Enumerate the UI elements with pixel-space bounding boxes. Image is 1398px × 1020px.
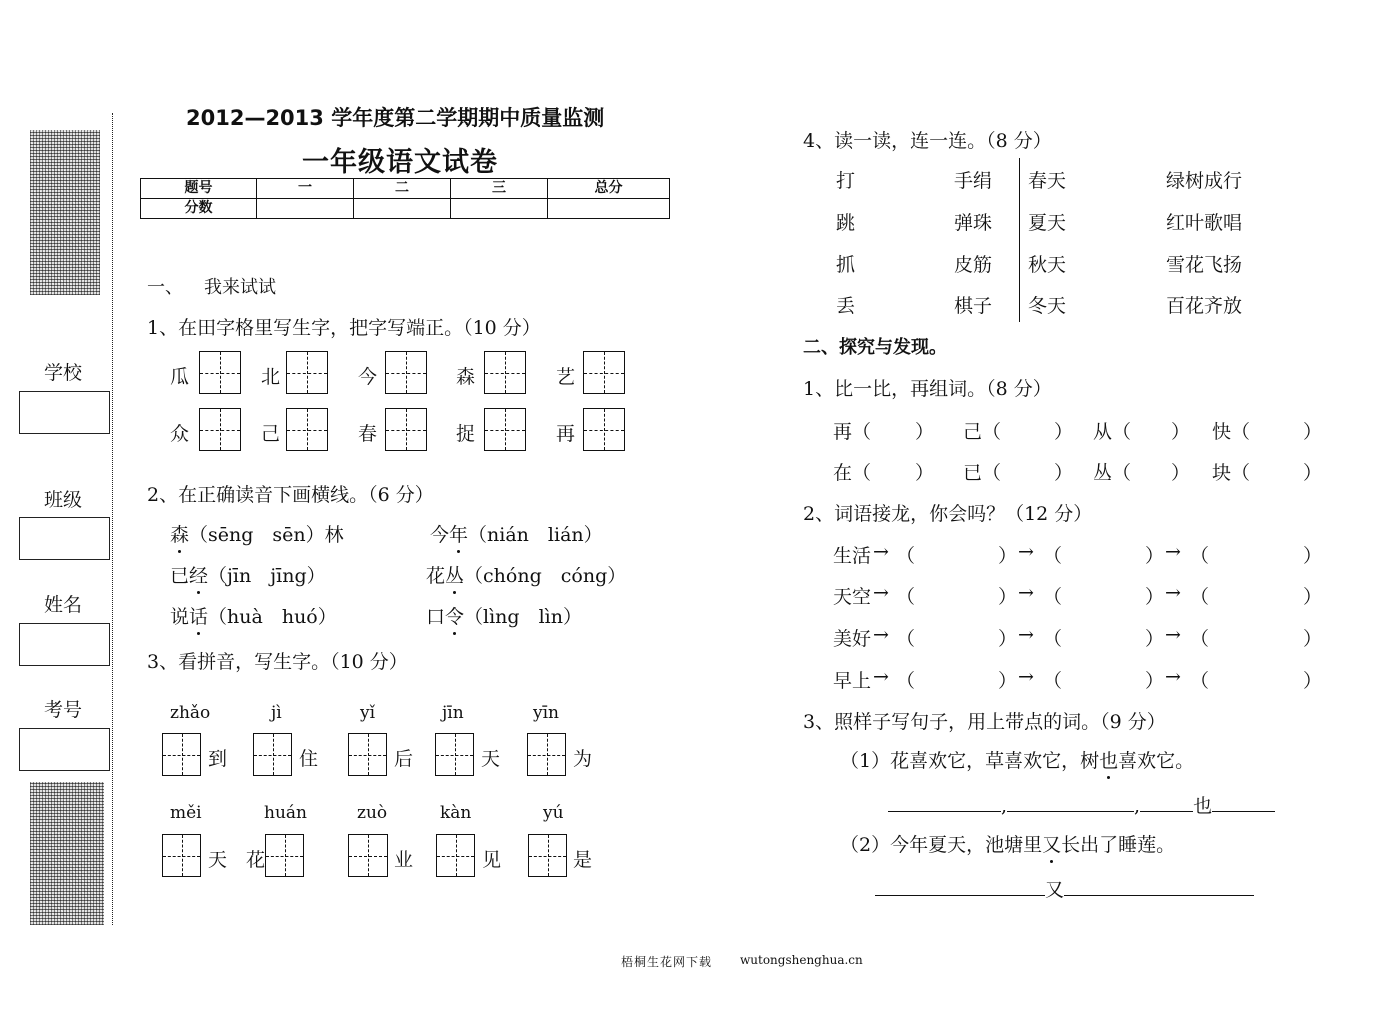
chain-close: ） <box>1303 586 1323 608</box>
q1-char: 瓜 <box>170 366 190 388</box>
chain-open[interactable]: （ <box>1190 545 1210 567</box>
score-header-cell: 总分 <box>548 179 670 199</box>
tianzige-box[interactable] <box>436 834 475 877</box>
pinyin-item[interactable] <box>170 561 326 588</box>
score-row-label: 分数 <box>141 199 257 219</box>
score-header-cell: 题号 <box>141 179 257 199</box>
chain-open[interactable]: （ <box>1190 586 1210 608</box>
tianzige-box[interactable] <box>348 834 388 877</box>
chain-open[interactable]: （ <box>1190 628 1210 650</box>
q3-char: 是 <box>573 849 593 871</box>
tianzige-box[interactable] <box>484 408 526 451</box>
field-label-exam-number: 考号 <box>44 699 83 721</box>
field-label-school: 学校 <box>44 362 83 384</box>
school-input[interactable] <box>19 391 110 434</box>
word-prefix: 今 <box>430 524 450 546</box>
word-prefix: 口 <box>426 606 446 628</box>
example-sentence-1 <box>840 746 1194 773</box>
answer-line-2[interactable] <box>875 875 1254 902</box>
pinyin-item[interactable] <box>426 561 626 588</box>
tianzige-box[interactable] <box>527 733 566 776</box>
q2-title: 2、在正确读音下画横线。（6 分） <box>147 484 434 506</box>
pinyin-label: měi <box>170 803 202 823</box>
chain-close: ） <box>998 586 1018 608</box>
compare-close: ） <box>1054 462 1074 484</box>
score-cell[interactable] <box>354 199 451 219</box>
compare-close: ） <box>1054 421 1074 443</box>
tianzige-box[interactable] <box>385 408 427 451</box>
arrow-icon: → <box>1165 582 1181 604</box>
score-cell[interactable] <box>257 199 354 219</box>
answer-line-1[interactable] <box>888 791 1275 818</box>
q3-char: 业 <box>394 849 414 871</box>
match-scene[interactable]: 红叶歌唱 <box>1166 212 1243 234</box>
match-object[interactable]: 手绢 <box>954 170 993 192</box>
tianzige-box[interactable] <box>199 408 241 451</box>
arrow-icon: → <box>1018 666 1034 688</box>
s2-q2-title: 2、词语接龙，你会吗？（12 分） <box>803 503 1093 525</box>
compare-close: ） <box>1171 462 1191 484</box>
blank-line[interactable] <box>875 877 1045 896</box>
tianzige-box[interactable] <box>528 834 567 877</box>
chain-close: ） <box>998 628 1018 650</box>
pinyin-options[interactable]: （chóng cóng） <box>464 565 627 587</box>
compare-item[interactable]: 丛（ <box>1093 462 1132 484</box>
pinyin-item[interactable] <box>170 602 337 629</box>
blank-line[interactable] <box>1064 877 1254 896</box>
arrow-icon: → <box>873 582 889 604</box>
blank-line[interactable] <box>1212 793 1275 812</box>
dotted-char: 话 <box>189 602 208 629</box>
word-prefix: 花 <box>426 565 446 587</box>
example-text: （2）今年夏天，池塘里 <box>840 834 1043 856</box>
compare-item[interactable]: 己（ <box>963 421 1002 443</box>
tianzige-box[interactable] <box>385 351 427 394</box>
arrow-icon: → <box>1018 541 1034 563</box>
dotted-char: 经 <box>189 561 208 588</box>
comma: , <box>1134 795 1141 817</box>
match-scene[interactable]: 雪花飞扬 <box>1166 254 1243 276</box>
tianzige-box[interactable] <box>348 733 387 776</box>
pinyin-item[interactable] <box>430 520 603 547</box>
chain-start-word: 天空 <box>833 586 872 608</box>
exam-subtitle: 一年级语文试卷 <box>302 147 498 178</box>
match-verb[interactable]: 跳 <box>836 212 856 234</box>
chain-close: ） <box>1145 586 1165 608</box>
dotted-char: 年 <box>449 520 468 547</box>
class-input[interactable] <box>19 517 110 560</box>
blank-line[interactable] <box>888 793 1001 812</box>
exam-title: 2012—2013 学年度第二学期期中质量监测 <box>186 106 605 130</box>
chain-open[interactable]: （ <box>1043 586 1063 608</box>
chain-close: ） <box>1303 670 1323 692</box>
example-text: 长出了睡莲。 <box>1061 834 1176 856</box>
chain-open[interactable]: （ <box>1043 628 1063 650</box>
match-season[interactable]: 冬天 <box>1028 295 1067 317</box>
chain-close: ） <box>1303 545 1323 567</box>
matching-divider-line <box>1019 158 1020 322</box>
blank-line[interactable] <box>1007 793 1134 812</box>
example-text: （1）花喜欢它，草喜欢它，树 <box>840 750 1100 772</box>
chain-start-word: 早上 <box>833 670 872 692</box>
example-sentence-2 <box>840 830 1175 857</box>
tianzige-box[interactable] <box>286 408 328 451</box>
arrow-icon: → <box>1165 666 1181 688</box>
exam-number-input[interactable] <box>19 728 110 771</box>
fill-word: 又 <box>1045 879 1065 901</box>
dotted-char: 丛 <box>445 561 464 588</box>
arrow-icon: → <box>1018 624 1034 646</box>
dotted-char: 也 <box>1099 746 1118 773</box>
match-object[interactable]: 弹珠 <box>954 212 993 234</box>
blank-line[interactable] <box>1140 793 1193 812</box>
chain-open[interactable]: （ <box>896 586 916 608</box>
score-table <box>140 178 670 219</box>
chain-close: ） <box>1303 628 1323 650</box>
score-header-cell: 一 <box>257 179 354 199</box>
q1-char: 春 <box>358 423 378 445</box>
match-object[interactable]: 皮筋 <box>954 254 993 276</box>
pinyin-label: yīn <box>533 703 559 723</box>
s2-q3-title: 3、照样子写句子，用上带点的词。（9 分） <box>803 711 1166 733</box>
pinyin-label: yú <box>543 803 564 823</box>
q3-char: 后 <box>394 748 414 770</box>
pinyin-label: yǐ <box>360 703 376 723</box>
q3-char: 为 <box>573 748 593 770</box>
q1-char: 己 <box>261 423 281 445</box>
chain-close: ） <box>1145 670 1165 692</box>
q1-char: 艺 <box>556 366 576 388</box>
chain-open[interactable]: （ <box>896 545 916 567</box>
compare-item[interactable]: 在（ <box>833 462 872 484</box>
compare-close: ） <box>1171 421 1191 443</box>
chain-start-word: 生活 <box>833 545 872 567</box>
tianzige-box[interactable] <box>199 351 241 394</box>
pinyin-item[interactable] <box>426 602 582 629</box>
compare-close: ） <box>1303 462 1323 484</box>
compare-close: ） <box>1303 421 1323 443</box>
match-scene[interactable]: 绿树成行 <box>1166 170 1243 192</box>
pinyin-label: zhǎo <box>170 703 211 723</box>
tianzige-box[interactable] <box>484 351 526 394</box>
arrow-icon: → <box>1165 541 1181 563</box>
chain-close: ） <box>998 545 1018 567</box>
section1-title: 我来试试 <box>204 277 276 298</box>
score-table-value-row <box>141 199 670 219</box>
compare-close: ） <box>915 421 935 443</box>
match-verb[interactable]: 抓 <box>836 254 856 276</box>
arrow-icon: → <box>873 666 889 688</box>
score-header-cell: 三 <box>451 179 548 199</box>
score-cell[interactable] <box>451 199 548 219</box>
q1-char: 森 <box>456 366 476 388</box>
match-verb[interactable]: 丢 <box>836 295 856 317</box>
footer-site-name: 梧桐生花网下载 <box>621 955 713 969</box>
score-table-header-row <box>141 179 670 199</box>
q3-char: 见 <box>482 849 502 871</box>
chain-start-word: 美好 <box>833 628 872 650</box>
compare-item[interactable]: 块（ <box>1212 462 1251 484</box>
dotted-char: 森 <box>170 520 189 547</box>
dotted-char: 令 <box>445 602 464 629</box>
tianzige-box[interactable] <box>265 834 304 877</box>
q3-title: 3、看拼音，写生字。（10 分） <box>147 651 408 673</box>
compare-item[interactable]: 快（ <box>1212 421 1251 443</box>
seal-pattern-bottom <box>30 782 104 925</box>
dotted-char: 又 <box>1042 830 1061 857</box>
q1-char: 北 <box>261 366 281 388</box>
q1-char: 今 <box>358 366 378 388</box>
tianzige-box[interactable] <box>583 408 625 451</box>
tianzige-box[interactable] <box>162 733 201 776</box>
field-label-name: 姓名 <box>44 594 83 616</box>
pinyin-label: jīn <box>442 703 464 723</box>
word-prefix: 说 <box>170 606 190 628</box>
score-cell[interactable] <box>548 199 670 219</box>
pinyin-label: jì <box>271 703 282 723</box>
seal-pattern-top <box>30 130 100 295</box>
pinyin-options[interactable]: （nián lián） <box>468 524 603 546</box>
q3-char: 天 <box>208 849 228 871</box>
chain-close: ） <box>998 670 1018 692</box>
chain-open[interactable]: （ <box>896 670 916 692</box>
q3-char: 到 <box>208 748 228 770</box>
binding-fold-line <box>112 113 113 925</box>
compare-item[interactable]: 再（ <box>833 421 872 443</box>
tianzige-box[interactable] <box>253 733 292 776</box>
arrow-icon: → <box>1165 624 1181 646</box>
q3-char: 住 <box>299 748 319 770</box>
s2-q1-title: 1、比一比，再组词。（8 分） <box>803 378 1052 400</box>
word-prefix: 已 <box>170 565 190 587</box>
pinyin-options[interactable]: （jīn jīng） <box>208 565 326 587</box>
q1-char: 捉 <box>456 423 476 445</box>
pinyin-item[interactable] <box>170 520 344 547</box>
pinyin-options[interactable]: （sēng sēn） <box>189 524 325 546</box>
tianzige-box[interactable] <box>286 351 328 394</box>
arrow-icon: → <box>873 624 889 646</box>
score-header-cell: 二 <box>354 179 451 199</box>
section2-title: 二、探究与发现。 <box>803 337 947 358</box>
pinyin-options[interactable]: （huà huó） <box>208 606 337 628</box>
word-suffix: 林 <box>324 524 344 546</box>
name-input[interactable] <box>19 623 110 666</box>
q4-title: 4、读一读，连一连。（8 分） <box>803 130 1052 152</box>
section1-number: 一、 <box>147 277 183 298</box>
footer-site-url: wutongshenghua.cn <box>740 953 863 967</box>
chain-open[interactable]: （ <box>1043 545 1063 567</box>
pinyin-label: kàn <box>440 803 472 823</box>
match-season[interactable]: 春天 <box>1028 170 1067 192</box>
q3-char: 花 <box>246 849 266 871</box>
chain-open[interactable]: （ <box>1043 670 1063 692</box>
q3-char: 天 <box>481 748 501 770</box>
match-object[interactable]: 棋子 <box>954 295 993 317</box>
q1-char: 众 <box>170 423 190 445</box>
match-season[interactable]: 夏天 <box>1028 212 1067 234</box>
comma: , <box>1001 795 1008 817</box>
fill-word: 也 <box>1193 795 1213 817</box>
match-verb[interactable]: 打 <box>836 170 856 192</box>
tianzige-box[interactable] <box>162 834 201 877</box>
chain-close: ） <box>1145 545 1165 567</box>
arrow-icon: → <box>1018 582 1034 604</box>
tianzige-box[interactable] <box>435 733 474 776</box>
arrow-icon: → <box>873 541 889 563</box>
field-label-class: 班级 <box>44 489 83 511</box>
compare-item[interactable]: 已（ <box>963 462 1002 484</box>
q1-char: 再 <box>556 423 576 445</box>
chain-close: ） <box>1145 628 1165 650</box>
chain-open[interactable]: （ <box>896 628 916 650</box>
tianzige-box[interactable] <box>583 351 625 394</box>
match-scene[interactable]: 百花齐放 <box>1166 295 1243 317</box>
example-text: 喜欢它。 <box>1118 750 1195 772</box>
q1-title: 1、在田字格里写生字，把字写端正。（10 分） <box>147 317 541 339</box>
pinyin-label: zuò <box>357 803 388 823</box>
pinyin-options[interactable]: （lìng lìn） <box>464 606 582 628</box>
pinyin-label: huán <box>264 803 307 823</box>
compare-item[interactable]: 从（ <box>1093 421 1132 443</box>
compare-close: ） <box>915 462 935 484</box>
chain-open[interactable]: （ <box>1190 670 1210 692</box>
match-season[interactable]: 秋天 <box>1028 254 1067 276</box>
